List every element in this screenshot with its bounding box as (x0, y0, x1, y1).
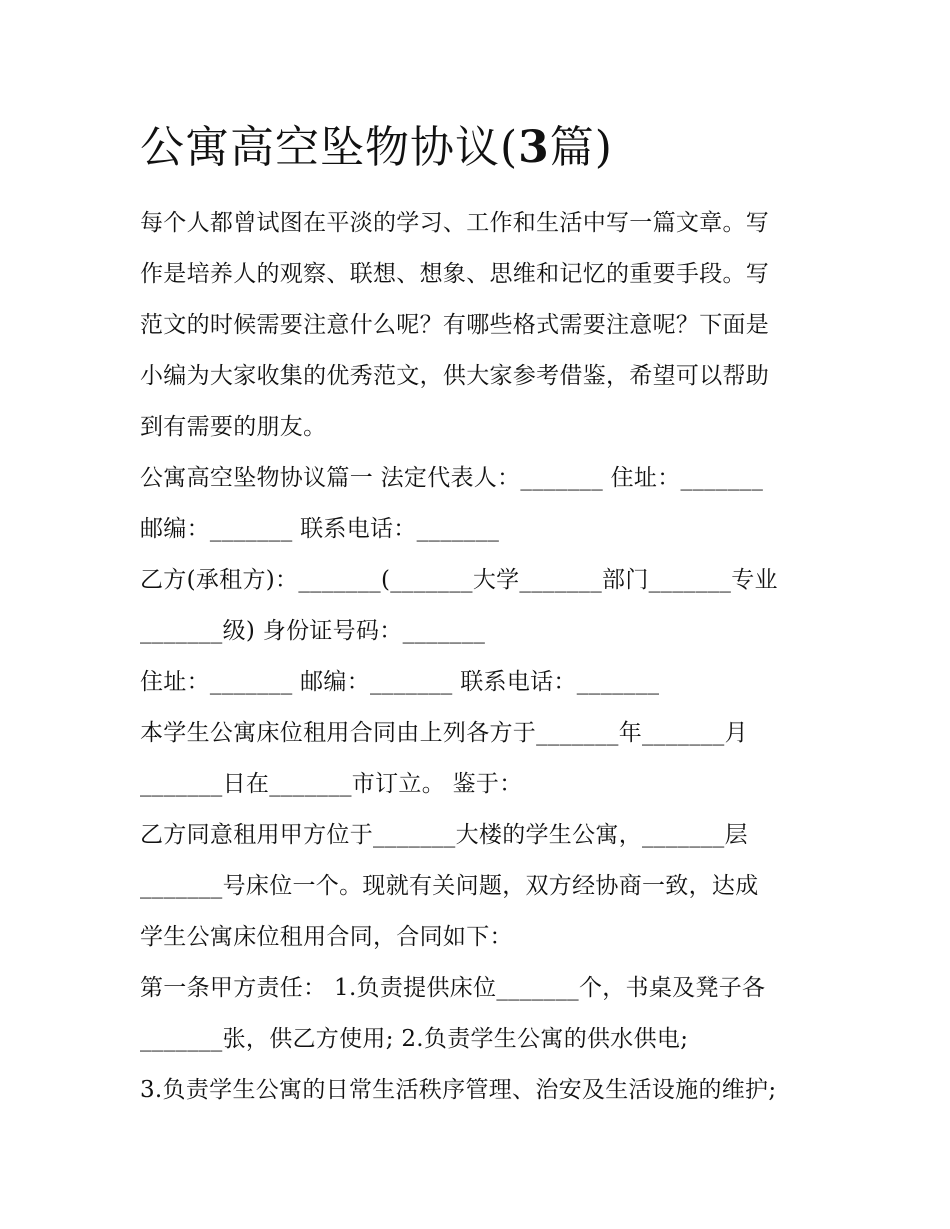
body-line: 每个人都曾试图在平淡的学习、工作和生活中写一篇文章。写 (140, 210, 770, 236)
body-line: 乙方同意租用甲方位于_______大楼的学生公寓，_______层 (140, 822, 748, 848)
body-line: _______日在_______市订立。 鉴于： (140, 771, 523, 797)
body-line: _______级) 身份证号码：_______ (140, 618, 486, 644)
body-line: 住址：_______ 邮编：_______ 联系电话：_______ (140, 669, 660, 695)
body-line: 乙方(承租方)：_______(_______大学_______部门_______专业 (140, 567, 778, 593)
body-line: 小编为大家收集的优秀范文，供大家参考借鉴，希望可以帮助 (140, 363, 770, 389)
body-line: 邮编：_______ 联系电话：_______ (140, 516, 500, 542)
title-prefix: 公寓高空坠物协议( (140, 122, 519, 173)
body-line: 本学生公寓床位租用合同由上列各方于_______年_______月 (140, 720, 748, 746)
body-line: _______张，供乙方使用; 2.负责学生公寓的供水供电; (140, 1026, 689, 1052)
body-line: 第一条甲方责任： 1.负责提供床位_______个，书桌及凳子各 (140, 975, 766, 1001)
document-title (140, 118, 613, 178)
body-line: 作是培养人的观察、联想、想象、思维和记忆的重要手段。写 (140, 261, 770, 287)
body-line: 范文的时候需要注意什么呢？有哪些格式需要注意呢？下面是 (140, 312, 770, 338)
body-line: _______号床位一个。现就有关问题，双方经协商一致，达成 (140, 873, 759, 899)
body-line: 到有需要的朋友。 (140, 414, 327, 440)
title-suffix: 篇) (549, 122, 613, 173)
body-line: 学生公寓床位租用合同，合同如下： (140, 924, 513, 950)
body-line: 3.负责学生公寓的日常生活秩序管理、治安及生活设施的维护; (140, 1077, 777, 1103)
title-count: 3 (518, 122, 550, 173)
body-line: 公寓高空坠物协议篇一 法定代表人：_______ 住址：_______ (140, 465, 764, 491)
